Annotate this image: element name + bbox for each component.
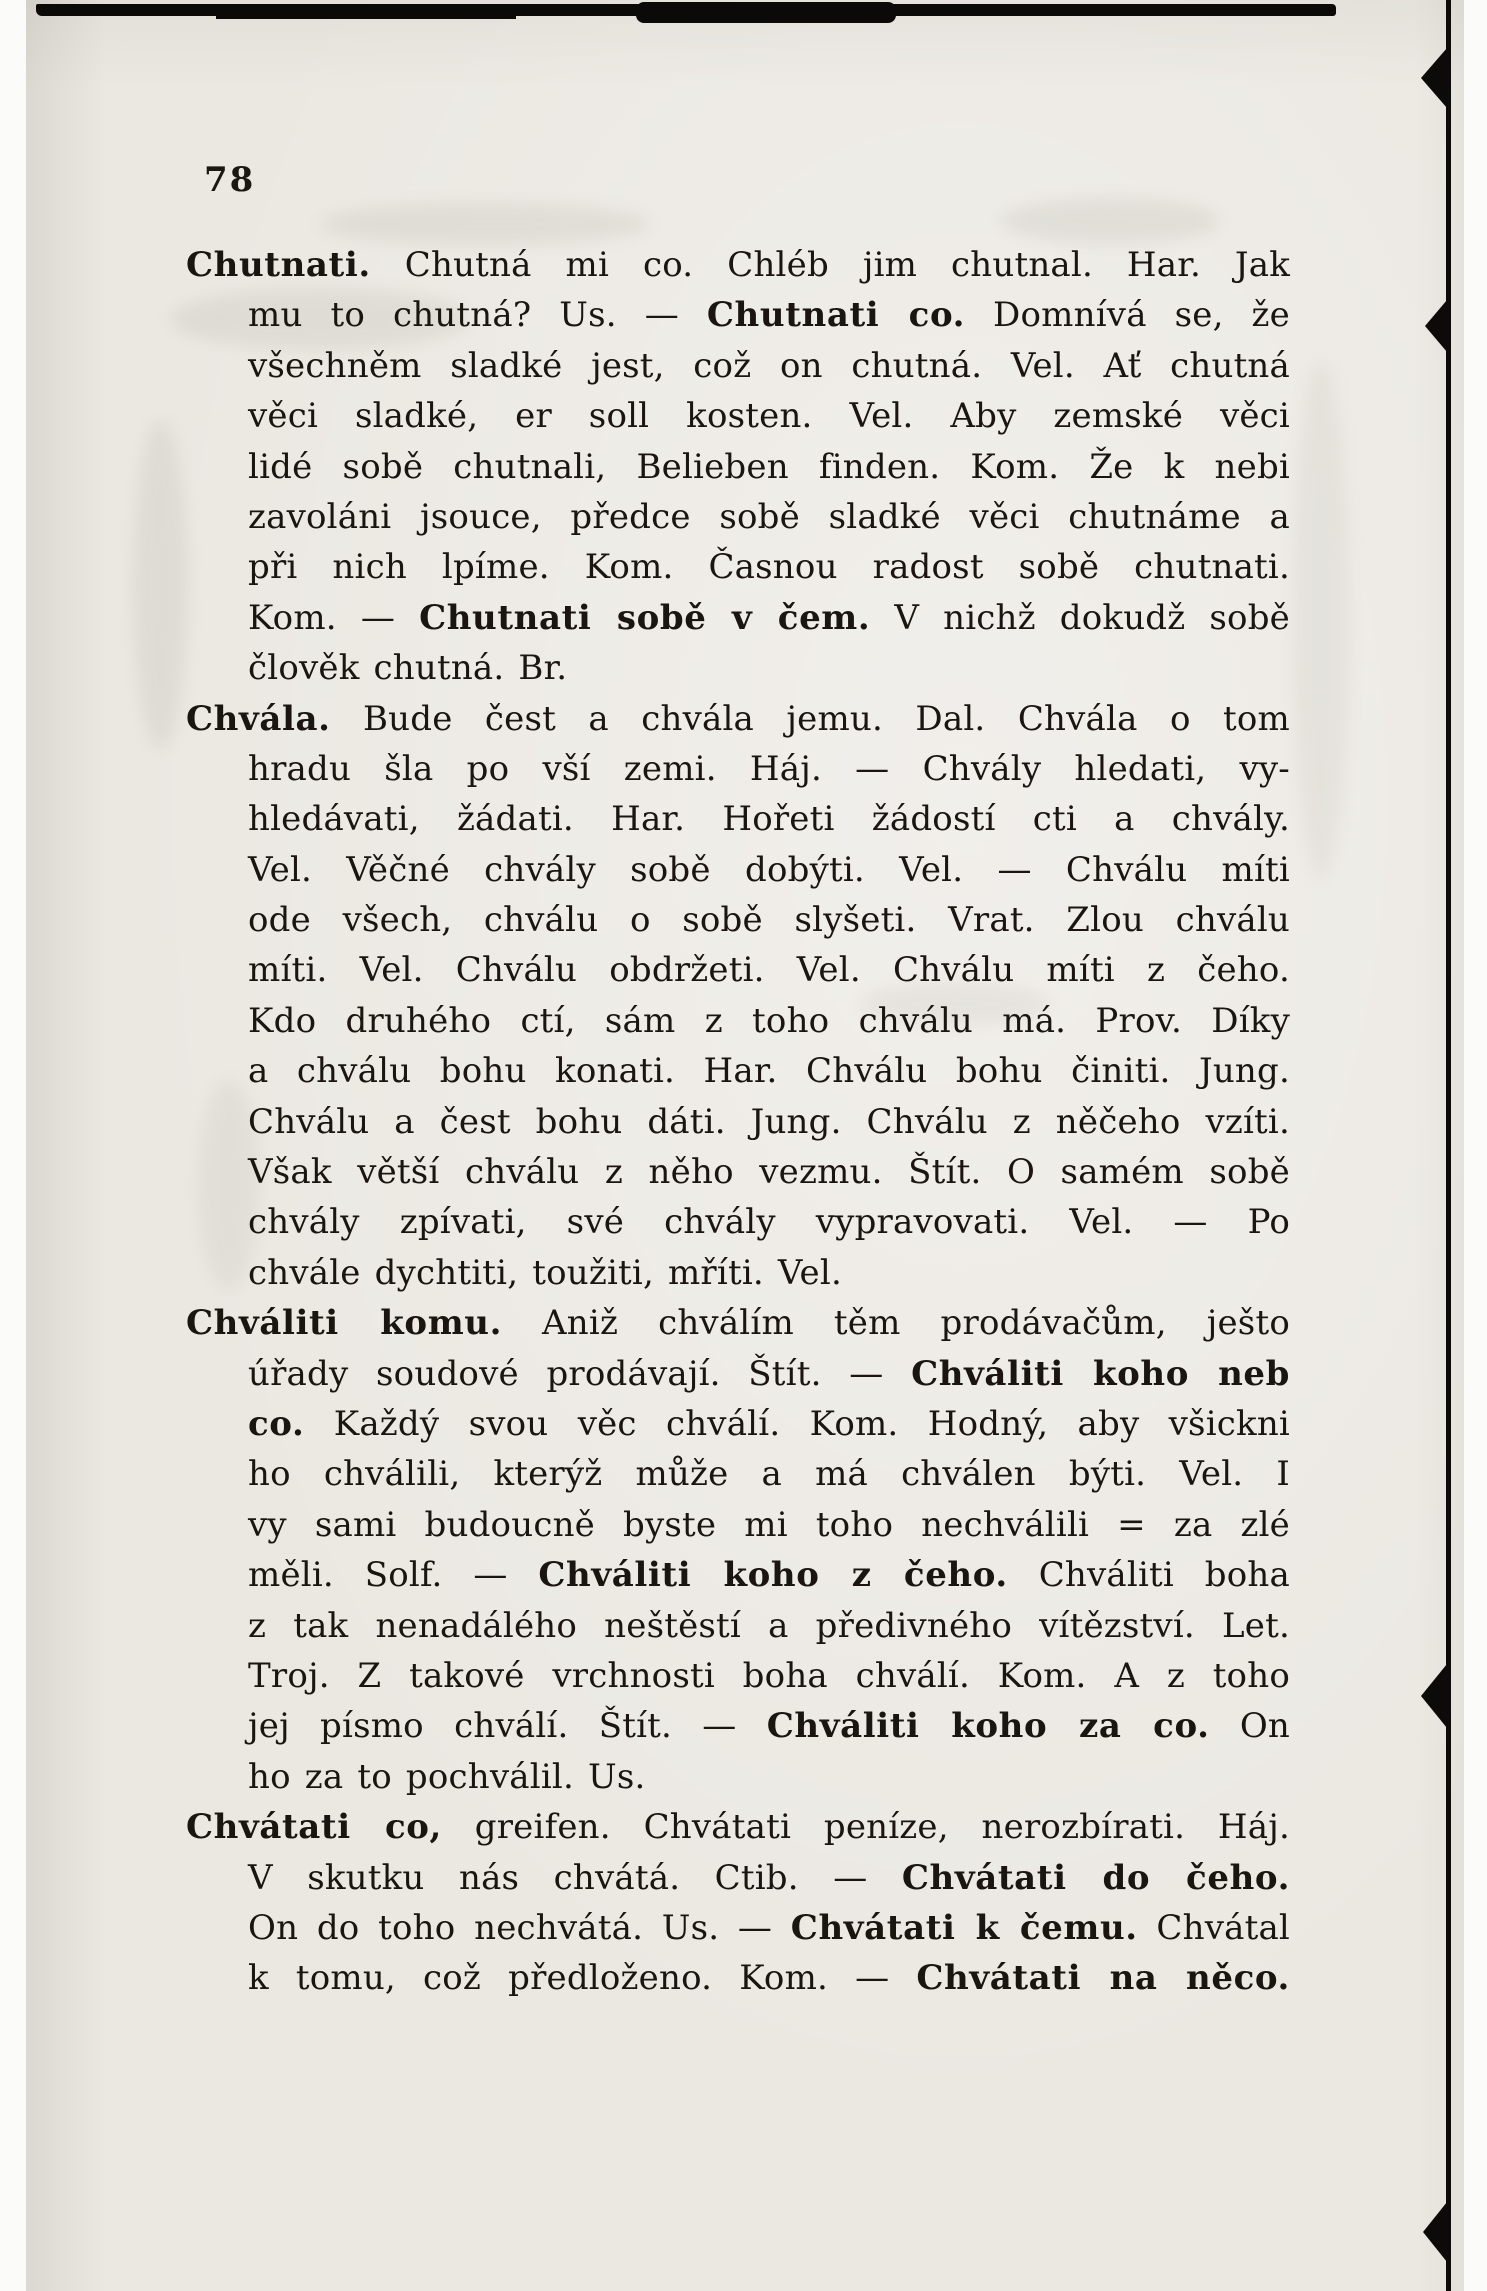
text-run: věci sladké, er soll kosten. Vel. Aby zemské věci bbox=[248, 396, 1290, 437]
headword: Chváliti komu. bbox=[186, 1303, 503, 1344]
text-run: mu to chutná? Us. — bbox=[248, 295, 707, 336]
text-line bbox=[186, 794, 1290, 844]
text-run: greifen. Chvátati peníze, nerozbírati. Háj. bbox=[441, 1807, 1290, 1848]
text-line bbox=[186, 1651, 1290, 1701]
bleedthrough-smudge bbox=[1292, 360, 1350, 880]
text-line bbox=[186, 341, 1290, 391]
text-run: ho chválili, kterýž může a má chválen býti. Vel. I bbox=[248, 1454, 1290, 1495]
text-line bbox=[186, 442, 1290, 492]
text-line bbox=[186, 492, 1290, 542]
text-line bbox=[186, 744, 1290, 794]
headword: Chvátati na něco. bbox=[916, 1958, 1290, 1999]
bleedthrough-smudge bbox=[1000, 198, 1220, 244]
bleedthrough-smudge bbox=[133, 420, 188, 750]
text-run: z tak nenadálého neštěstí a předivného vítězství. Let. bbox=[248, 1605, 1290, 1646]
text-run: jej písmo chválí. Štít. — bbox=[248, 1706, 767, 1747]
text-run: při nich lpíme. Kom. Časnou radost sobě chutnati. bbox=[248, 547, 1290, 588]
headword: co. bbox=[248, 1403, 305, 1444]
text-run: všechněm sladké jest, což on chutná. Vel. Ať chutná bbox=[248, 345, 1290, 386]
text-run: člověk chutná. Br. bbox=[248, 648, 568, 689]
text-run: ode všech, chválu o sobě slyšeti. Vrat. Zlou chválu bbox=[248, 900, 1290, 941]
text-run: ho za to pochválil. Us. bbox=[248, 1756, 646, 1797]
binding-stitch-mark bbox=[1421, 1664, 1447, 1728]
text-line bbox=[186, 542, 1290, 592]
binding-stitch-mark bbox=[1425, 300, 1447, 352]
headword: Chvála. bbox=[186, 698, 331, 739]
text-run: měli. Solf. — bbox=[248, 1555, 539, 1596]
text-run: vy sami budoucně byste mi toho nechválili = za zlé bbox=[248, 1504, 1290, 1545]
page-number: 78 bbox=[204, 160, 256, 200]
text-line bbox=[186, 945, 1290, 995]
text-run: Chvátal bbox=[1137, 1907, 1290, 1948]
text-line bbox=[186, 1500, 1290, 1550]
text-line bbox=[186, 1903, 1290, 1953]
text-line bbox=[186, 1802, 1290, 1852]
text-line bbox=[186, 643, 1290, 693]
text-run: On do toho nechvátá. Us. — bbox=[248, 1907, 791, 1948]
text-line bbox=[186, 290, 1290, 340]
text-line bbox=[186, 1046, 1290, 1096]
headword: Chváliti koho neb bbox=[911, 1353, 1291, 1394]
headword: Chutnati co. bbox=[706, 295, 966, 336]
text-run: úřady soudové prodávají. Štít. — bbox=[248, 1353, 912, 1394]
text-line bbox=[186, 1601, 1290, 1651]
headword: Chvátati k čemu. bbox=[790, 1907, 1138, 1948]
text-run: Chválu a čest bohu dáti. Jung. Chválu z něčeho vzíti. bbox=[248, 1101, 1290, 1142]
text-run: Chutná mi co. Chléb jim chutnal. Har. Jak bbox=[370, 245, 1290, 285]
text-line bbox=[186, 845, 1290, 895]
bleedthrough-smudge bbox=[320, 203, 650, 245]
text-line bbox=[186, 391, 1290, 441]
text-line bbox=[186, 1701, 1290, 1751]
headword: Chvátati co, bbox=[186, 1807, 442, 1848]
text-line bbox=[186, 1097, 1290, 1147]
headword: Chváliti koho z čeho. bbox=[538, 1555, 1008, 1596]
binding-stitch-mark bbox=[1421, 48, 1447, 108]
text-run: a chválu bohu konati. Har. Chválu bohu činiti. Jung. bbox=[248, 1051, 1290, 1092]
text-run: k tomu, což předloženo. Kom. — bbox=[248, 1958, 917, 1999]
text-line bbox=[186, 694, 1290, 744]
text-run: chvály zpívati, své chvály vypravovati. Vel. — Po bbox=[248, 1202, 1290, 1243]
headword: Chutnati. bbox=[186, 245, 371, 285]
text-run: míti. Vel. Chválu obdržeti. Vel. Chválu míti z čeho. bbox=[248, 950, 1290, 991]
text-line bbox=[186, 1853, 1290, 1903]
text-line bbox=[186, 1147, 1290, 1197]
headword: Chvátati do čeho. bbox=[901, 1857, 1290, 1898]
text-run: V nichž dokudž sobě bbox=[870, 597, 1291, 638]
scan-artifact-top-bar bbox=[36, 4, 1336, 16]
text-run: V skutku nás chvátá. Ctib. — bbox=[248, 1857, 902, 1898]
text-line bbox=[186, 1752, 1290, 1802]
text-line bbox=[186, 1399, 1290, 1449]
text-run: Bude čest a chvála jemu. Dal. Chvála o tom bbox=[330, 698, 1290, 739]
text-run: Chváliti boha bbox=[1007, 1555, 1290, 1596]
text-run: Však větší chválu z něho vezmu. Štít. O samém sobě bbox=[248, 1152, 1290, 1193]
text-run: Kom. — bbox=[248, 597, 420, 638]
text-line bbox=[186, 895, 1290, 945]
text-line bbox=[186, 240, 1290, 290]
text-run: Každý svou věc chválí. Kom. Hodný, aby všickni bbox=[304, 1403, 1290, 1444]
text-run: zavoláni jsouce, předce sobě sladké věci chutnáme a bbox=[248, 496, 1290, 537]
text-line bbox=[186, 1349, 1290, 1399]
binding-stitch-mark bbox=[1423, 2202, 1447, 2262]
text-run: On bbox=[1209, 1706, 1291, 1747]
text-run: Aniž chválím těm prodávačům, ješto bbox=[502, 1303, 1290, 1344]
text-line bbox=[186, 593, 1290, 643]
text-line bbox=[186, 1248, 1290, 1298]
headword: Chutnati sobě v čem. bbox=[419, 597, 871, 638]
text-line bbox=[186, 1953, 1290, 2003]
text-run: hledávati, žádati. Har. Hořeti žádostí cti a chvály. bbox=[248, 799, 1290, 840]
text-run: chvále dychtiti, toužiti, mříti. Vel. bbox=[248, 1252, 842, 1293]
text-run: hradu šla po vší zemi. Háj. — Chvály hledati, vy- bbox=[248, 748, 1290, 789]
headword: Chváliti koho za co. bbox=[766, 1706, 1210, 1747]
text-line bbox=[186, 1298, 1290, 1348]
text-run: Domnívá se, že bbox=[965, 295, 1290, 336]
text-run: lidé sobě chutnali, Belieben finden. Kom. Že k nebi bbox=[248, 446, 1290, 487]
dictionary-text-block bbox=[186, 240, 1290, 2004]
text-run: Kdo druhého ctí, sám z toho chválu má. Prov. Díky bbox=[248, 1000, 1290, 1041]
text-run: Vel. Věčné chvály sobě dobýti. Vel. — Chválu míti bbox=[248, 849, 1290, 890]
text-line bbox=[186, 1550, 1290, 1600]
text-line bbox=[186, 1197, 1290, 1247]
text-run: Troj. Z takové vrchnosti boha chválí. Kom. A z toho bbox=[248, 1655, 1290, 1696]
text-line bbox=[186, 996, 1290, 1046]
text-line bbox=[186, 1449, 1290, 1499]
